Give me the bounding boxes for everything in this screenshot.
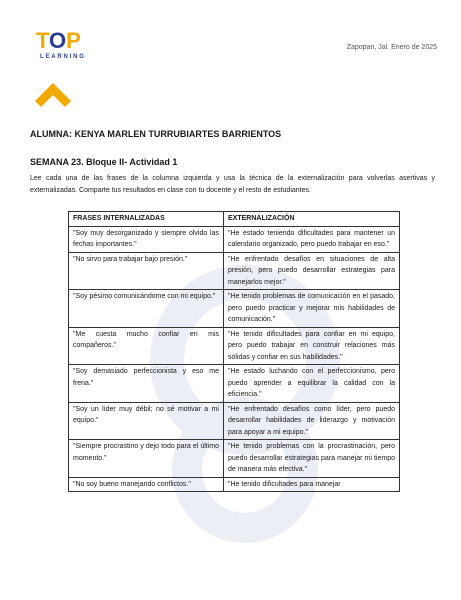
logo-wordmark: TOP [36,28,81,53]
table-row [69,226,400,252]
column-header-externalized: EXTERNALIZACIÓN [224,212,400,227]
instructions: Lee cada una de las frases de la columna izquierda y usa la técnica de la externalización para volverlas asertivas y externalizadas. Comparte tus resultados en clase con tu docente y el resto de estudiantes. [30,175,435,194]
internalized-cell: "Siempre procrastino y dejo todo para el último momento." [69,440,224,478]
externalized-cell: "He estado luchando con el perfeccionismo, pero puedo aprender a equilibrar la calidad con la eficiencia." [224,365,400,403]
externalized-cell: "He tenido problemas de comunicación en el pasado, pero puedo practicar y mejorar mis habilidades de comunicación." [224,290,400,328]
externalized-cell: "He estado teniendo dificultades para mantener un calendario organizado, pero puedo trabajar en eso." [224,226,400,252]
column-header-internalized: FRASES INTERNALIZADAS [69,212,224,227]
logo-subtitle: LEARNING [40,54,86,60]
externalized-cell: "He tenido dificultades para manejar [224,477,400,492]
externalized-cell: "He enfrentado desafíos como líder, pero puedo desarrollar habilidades de liderazgo y motivación para apoyar a mi equipo." [224,402,400,440]
table-row [69,327,400,365]
internalized-cell: "Soy demasiado perfeccionista y eso me frena." [69,365,224,403]
internalized-cell: "Me cuesta mucho confiar en mis compañeros." [69,327,224,365]
session-title: SEMANA 23. Bloque II- Actividad 1 [30,157,178,167]
student-name: ALUMNA: KENYA MARLEN TURRUBIARTES BARRIENTOS [30,129,282,139]
internalized-cell: "No soy bueno manejando conflictos." [69,477,224,492]
brand-logo [36,30,96,64]
table-row [69,477,400,492]
externalized-cell: "He tenido problemas con la procrastinación, pero puedo desarrollar estrategias para manejar mi tiempo de manera más efectiva." [224,440,400,478]
table-header-row [69,212,400,227]
table-row [69,290,400,328]
internalized-cell: "Soy un líder muy débil; no sé motivar a mi equipo." [69,402,224,440]
table-row [69,440,400,478]
table-row [69,365,400,403]
externalized-cell: "He enfrentado desafíos en situaciones de alta presión, pero puedo desarrollar estrategias para manejarlos mejor." [224,252,400,290]
internalized-cell: "Soy muy desorganizado y siempre olvido las fechas importantes." [69,226,224,252]
table-row [69,402,400,440]
table-row [69,252,400,290]
phrases-table [68,211,400,492]
chevron-up-icon [35,83,71,107]
externalized-cell: "He tenido dificultades para confiar en mi equipo, pero puedo trabajar en construir relaciones más sólidas y confiar en sus habilidades." [224,327,400,365]
internalized-cell: "Soy pésimo comunicándome con mi equipo." [69,290,224,328]
internalized-cell: "No sirvo para trabajar bajo presión." [69,252,224,290]
document-date: Zapopan, Jal. Enero de 2025 [346,44,437,51]
